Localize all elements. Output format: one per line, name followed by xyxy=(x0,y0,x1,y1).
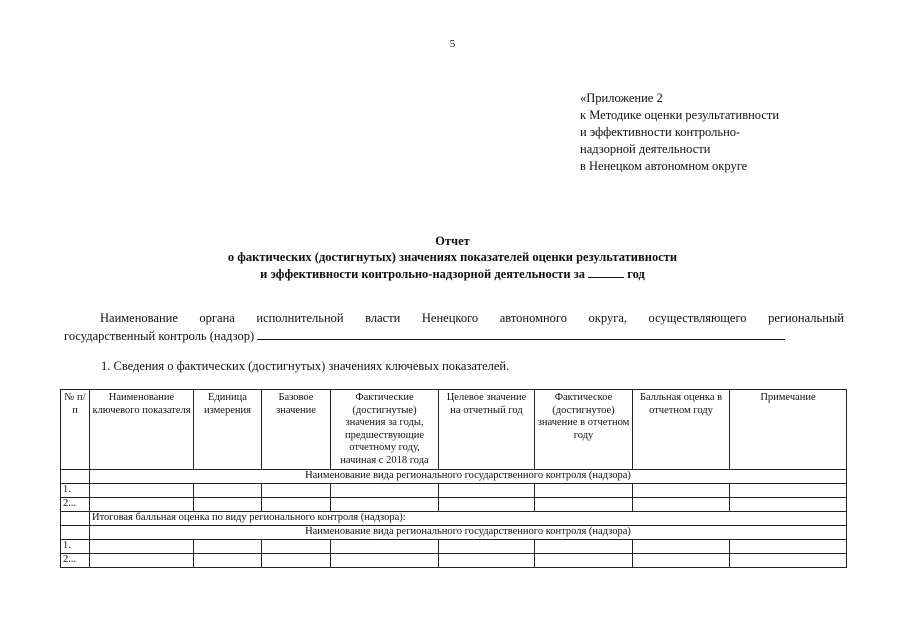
header-note: Примечание xyxy=(730,390,847,470)
header-unit: Единица измерения xyxy=(194,390,262,470)
control-type-label: Наименование вида регионального государственного контроля (надзора) xyxy=(90,470,847,484)
title-line: Отчет xyxy=(435,234,470,248)
title-line: о фактических (достигнутых) значениях показателей оценки результативности xyxy=(227,250,678,264)
title-line-text: и эффективности контрольно-надзорной деятельности за xyxy=(260,267,586,281)
report-title xyxy=(0,233,905,282)
title-line-end: год xyxy=(627,267,645,281)
organization-label: Наименование органа исполнительной власти Ненецкого автономного округа, осуществляющего региональный xyxy=(100,311,844,325)
control-type-row xyxy=(61,470,847,484)
control-type-row xyxy=(61,526,847,540)
table-row xyxy=(61,554,847,568)
appendix-reference xyxy=(580,90,779,175)
header-base-value: Базовое значение xyxy=(262,390,331,470)
row-number: 1. xyxy=(61,540,90,554)
title-line xyxy=(0,265,905,282)
appendix-line: к Методике оценки результативности xyxy=(580,108,780,122)
control-type-label: Наименование вида регионального государственного контроля (надзора) xyxy=(90,526,847,540)
header-score: Балльная оценка в отчетном году xyxy=(633,390,730,470)
header-number: № п/п xyxy=(61,390,90,470)
header-actual-value: Фактическое (достигнутое) значение в отчетном году xyxy=(535,390,633,470)
row-number: 2... xyxy=(61,554,90,568)
organization-line xyxy=(64,327,844,345)
appendix-line: надзорной деятельности xyxy=(580,142,711,156)
organization-blank xyxy=(257,327,785,340)
appendix-line: и эффективности контрольно- xyxy=(580,125,741,139)
page-number: 5 xyxy=(449,38,456,50)
header-indicator-name: Наименование ключевого показателя xyxy=(90,390,194,470)
row-number: 1. xyxy=(61,484,90,498)
section-heading: 1. Сведения о фактических (достигнутых) значениях ключевых показателей. xyxy=(101,359,510,373)
indicators-table xyxy=(60,389,847,568)
year-blank xyxy=(588,265,624,278)
row-number: 2... xyxy=(61,498,90,512)
organization-label-end: государственный контроль (надзор) xyxy=(64,329,255,343)
appendix-line: «Приложение 2 xyxy=(580,91,663,105)
table-row xyxy=(61,540,847,554)
table-row xyxy=(61,484,847,498)
table-row xyxy=(61,498,847,512)
total-score-row xyxy=(61,512,847,526)
organization-block xyxy=(64,310,844,345)
total-score-label: Итоговая балльная оценка по виду регионального контроля (надзора): xyxy=(90,512,847,526)
header-previous-years: Фактические (достигнутые) значения за годы, предшествующие отчетному году, начиная с 2018 года xyxy=(331,390,439,470)
table-header-row xyxy=(61,390,847,470)
appendix-line: в Ненецком автономном округе xyxy=(580,159,748,173)
header-target-value: Целевое значение на отчетный год xyxy=(439,390,535,470)
